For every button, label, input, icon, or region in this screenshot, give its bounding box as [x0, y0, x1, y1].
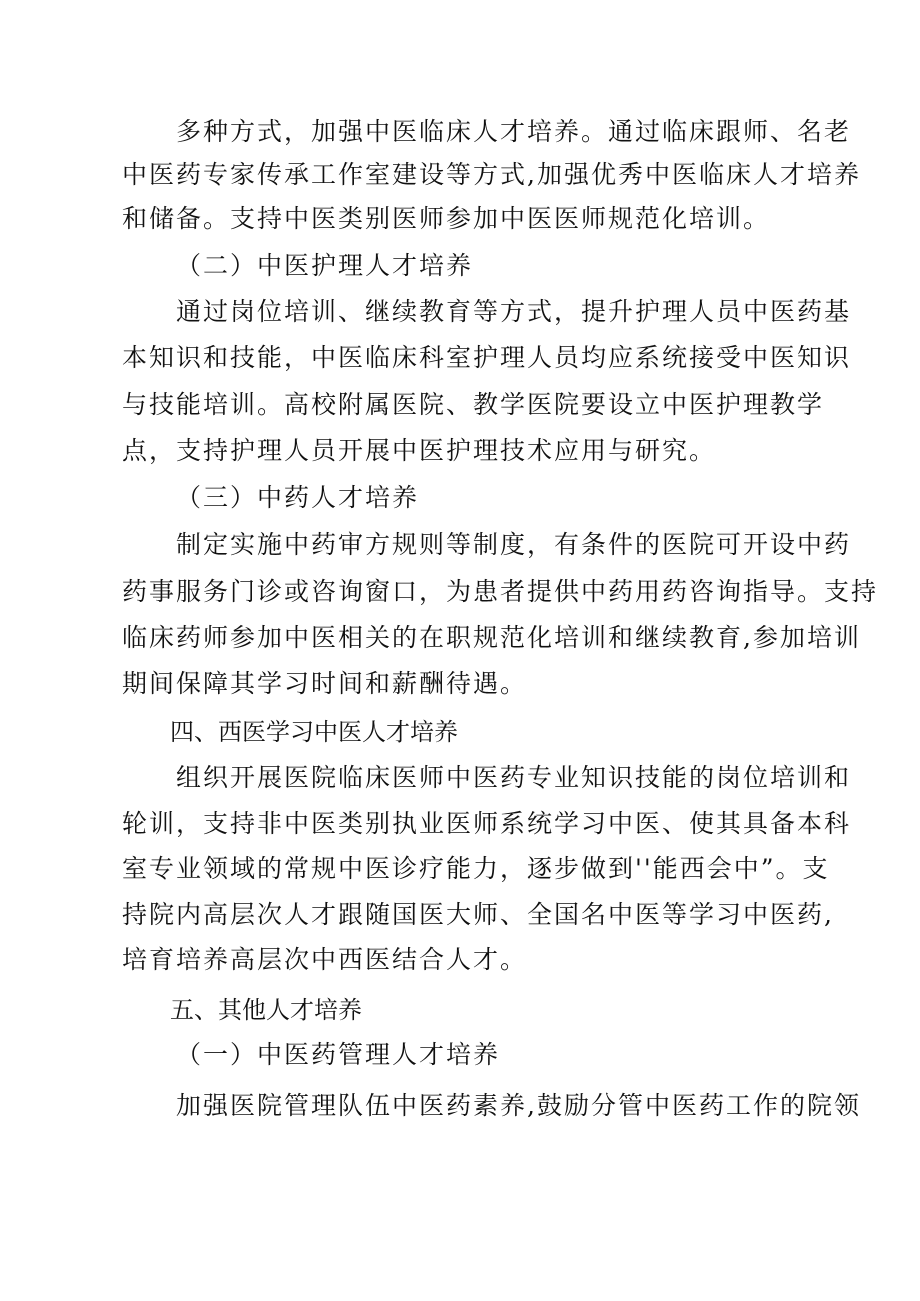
- subheading-pharmacy: （三）中药人才培养: [176, 483, 420, 512]
- para4-line-1: 组织开展医院临床医师中医药专业知识技能的岗位培训和: [176, 763, 852, 792]
- para4-line-4: 持院内高层次人才跟随国医大师、全国名中医等学习中医药,: [122, 900, 834, 929]
- para3-line-3: 临床药师参加中医相关的在职规范化培训和继续教育,参加培训: [122, 623, 861, 652]
- para3-line-4: 期间保障其学习时间和薪酬待遇。: [122, 669, 528, 698]
- para1-line-2: 中医药专家传承工作室建设等方式,加强优秀中医临床人才培养: [122, 160, 861, 189]
- para4-line-5: 培育培养高层次中西医结合人才。: [122, 945, 528, 974]
- section-heading-4: 四、西医学习中医人才培养: [170, 718, 458, 746]
- para2-line-1: 通过岗位培训、继续教育等方式，提升护理人员中医药基: [176, 297, 852, 326]
- para2-line-3: 与技能培训。高校附属医院、教学医院要设立中医护理教学: [122, 390, 825, 419]
- subheading-management: （一）中医药管理人才培养: [176, 1040, 501, 1069]
- section-heading-5: 五、其他人才培养: [170, 996, 362, 1024]
- para4-line-2: 轮训，支持非中医类别执业医师系统学习中医、使其具备本科: [122, 809, 852, 838]
- para4-line-3: 室专业领域的常规中医诊疗能力，逐步做到''能西会中”。支: [122, 854, 830, 883]
- subheading-nursing: （二）中医护理人才培养: [176, 251, 474, 280]
- para2-line-4: 点，支持护理人员开展中医护理技术应用与研究。: [122, 436, 717, 465]
- para3-line-2: 药事服务门诊或咨询窗口，为患者提供中药用药咨询指导。支持: [122, 577, 879, 606]
- para3-line-1: 制定实施中药审方规则等制度，有条件的医院可开设中药: [176, 530, 852, 559]
- para2-line-2: 本知识和技能，中医临床科室护理人员均应系统接受中医知识: [122, 343, 852, 372]
- para5-line-1: 加强医院管理队伍中医药素养,鼓励分管中医药工作的院领: [176, 1091, 861, 1120]
- para1-line-1: 多种方式，加强中医临床人才培养。通过临床跟师、名老: [176, 117, 852, 146]
- para1-line-3: 和储备。支持中医类别医师参加中医医师规范化培训。: [122, 204, 771, 233]
